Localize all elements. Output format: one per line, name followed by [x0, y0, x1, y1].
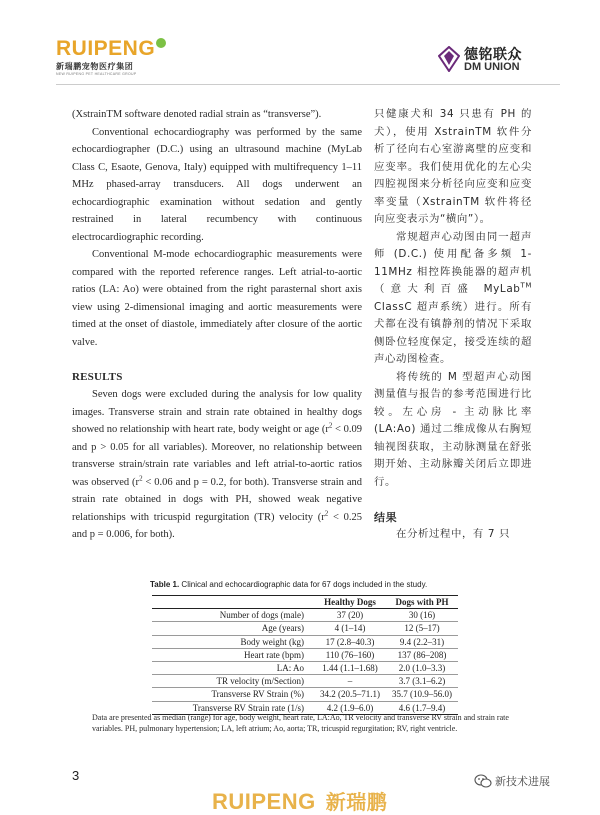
cell: 9.4 (2.2–31) — [386, 635, 458, 648]
footer-brand-word: RUIPENG — [212, 789, 316, 814]
cell: 4.6 (1.7–9.4) — [386, 701, 458, 714]
cell: 110 (76–160) — [314, 648, 386, 661]
table-header-row — [152, 596, 458, 609]
ruipeng-subtitle: 新瑞鹏宠物医疗集团 — [56, 62, 134, 71]
row-label: TR velocity (m/Section) — [152, 675, 314, 688]
paragraph-cn: 在分析过程中，有 7 只 — [396, 528, 510, 540]
table-row — [152, 609, 458, 622]
column-header — [152, 596, 314, 609]
paragraph: (XstrainTM software denoted radial strain as “transverse”). — [72, 109, 322, 120]
dm-union-name-en: DM UNION — [464, 61, 520, 73]
cell: 34.2 (20.5–71.1) — [314, 688, 386, 701]
paragraph-cn: 只健康犬和 34 只患有 PH 的犬），使用 XstrainTM 软件分析了径向右心室游离壁的应变和应变率。我们使用优化的左心尖四腔视图来分析径向应变和应变率变量（XstrainTM 软件将径向应变表示为“横向”）。 — [374, 108, 532, 225]
cell: 35.7 (10.9–56.0) — [386, 688, 458, 701]
row-label: Age (years) — [152, 622, 314, 635]
cell: 2.0 (1.0–3.3) — [386, 661, 458, 674]
table-row — [152, 622, 458, 635]
paragraph-cn: 常规超声心动图由同一超声师 (D.C.) 使用配备多频 1-11MHz 相控阵换能器的超声机（意大利百盛 MyLab™ ClassC 超声系统）进行。所有犬都在没有镇静剂的情况下采取侧卧位轻度保定，接受连续的超声心动图检查。 — [374, 230, 532, 365]
table-note: Data are presented as median (range) for age, body weight, heart rate, LA:Ao, TR velocity and transverse RV strain and strain rate variables. PH, pulmonary hypertension; LA, left atrium; Ao, aorta; TR, tricuspid regurgitation; RV, right ventricle. — [92, 713, 509, 733]
cell: 30 (16) — [386, 609, 458, 622]
cell: 4.2 (1.9–6.0) — [314, 701, 386, 714]
table-row — [152, 648, 458, 661]
ruipeng-logo — [56, 38, 176, 78]
table-row — [152, 635, 458, 648]
header-divider — [56, 84, 560, 85]
paragraph-cn: 将传统的 M 型超声心动图测量值与报告的参考范围进行比较。左心房 - 主动脉比率 (LA:Ao) 通过二维成像从右胸短轴视图获取，主动脉测量在舒张期开始、主动脉瓣关闭后立即进行。 — [374, 370, 532, 488]
ruipeng-wordmark: RUIPENG — [56, 37, 156, 60]
cell: 137 (86–208) — [386, 648, 458, 661]
dm-union-logo — [438, 44, 558, 78]
row-label: Transverse RV Strain (%) — [152, 688, 314, 701]
wechat-source[interactable] — [474, 772, 550, 790]
results-heading-cn: 结果 — [374, 510, 398, 524]
paragraph: Conventional M-mode echocardiographic measurements were compared with the reported reference ranges. Left atrial-to-aortic ratios (LA: Ao) were obtained from the right parasternal short axis view using 2-dimensional imaging and aortic measurements were timed at the onset of diastole, immediately after closure of the aortic valve. — [72, 249, 362, 348]
footer-brand-cn: 新瑞鹏 — [325, 790, 388, 814]
cell: 1.44 (1.1–1.68) — [314, 661, 386, 674]
cell: 17 (2.8–40.3) — [314, 635, 386, 648]
row-label: Number of dogs (male) — [152, 609, 314, 622]
row-label: LA: Ao — [152, 661, 314, 674]
column-header: Dogs with PH — [386, 596, 458, 609]
dm-union-name-cn: 德铭联众 — [464, 47, 522, 63]
row-label: Transverse RV Strain rate (1/s) — [152, 701, 314, 714]
wechat-icon — [474, 773, 492, 789]
table-row — [152, 661, 458, 674]
cell: 12 (5–17) — [386, 622, 458, 635]
cell: 3.7 (3.1–6.2) — [386, 675, 458, 688]
table-row — [152, 688, 458, 701]
results-heading: RESULTS — [72, 370, 123, 383]
cell: 37 (20) — [314, 609, 386, 622]
paragraph: Conventional echocardiography was performed by the same echocardiographer (D.C.) using an ultrasound machine (MyLab Class C, Esaote, Genova, Italy) equipped with multifrequency 1–11 MHz phased-array transducers. All dogs underwent an echocardiographic examination without sedation and gently restrained in lateral recumbency with continuous electrocardiographic recording. — [72, 126, 362, 243]
table-caption: Table 1. Clinical and echocardiographic data for 67 dogs included in the study. — [150, 580, 428, 589]
cell: – — [314, 675, 386, 688]
ruipeng-badge-icon — [156, 38, 166, 48]
column-header: Healthy Dogs — [314, 596, 386, 609]
chinese-column — [374, 106, 532, 544]
table-row — [152, 675, 458, 688]
dm-union-mark-icon — [438, 46, 460, 72]
data-table — [152, 595, 458, 715]
ruipeng-subtitle-en: NEW RUIPENG PET HEALTHCARE GROUP — [56, 72, 137, 76]
wechat-account-name: 新技术进展 — [495, 775, 550, 789]
page-number: 3 — [72, 768, 80, 783]
footer-brand — [212, 786, 387, 815]
paragraph: Seven dogs were excluded during the analysis for low quality images. Transverse strain and strain rate obtained in healthy dogs showed no relationship with heart rate, body weight or age ($r^2 < 0.09$ and p > 0.05 for all variables). Moreover, no relationship between transverse strain/strain rate variables and left atrial-to-aortic ratios was observed ($r^2 < 0.06$ and p = 0.2, for both). Transverse strain and strain rate obtained in dogs with PH, showed weak negative relationships with tricuspid regurgitation (TR) velocity ($r^2 < 0.25$ and p = 0.006, for both). — [72, 389, 363, 540]
cell: 4 (1–14) — [314, 622, 386, 635]
row-label: Body weight (kg) — [152, 635, 314, 648]
english-column — [72, 106, 362, 544]
row-label: Heart rate (bpm) — [152, 648, 314, 661]
